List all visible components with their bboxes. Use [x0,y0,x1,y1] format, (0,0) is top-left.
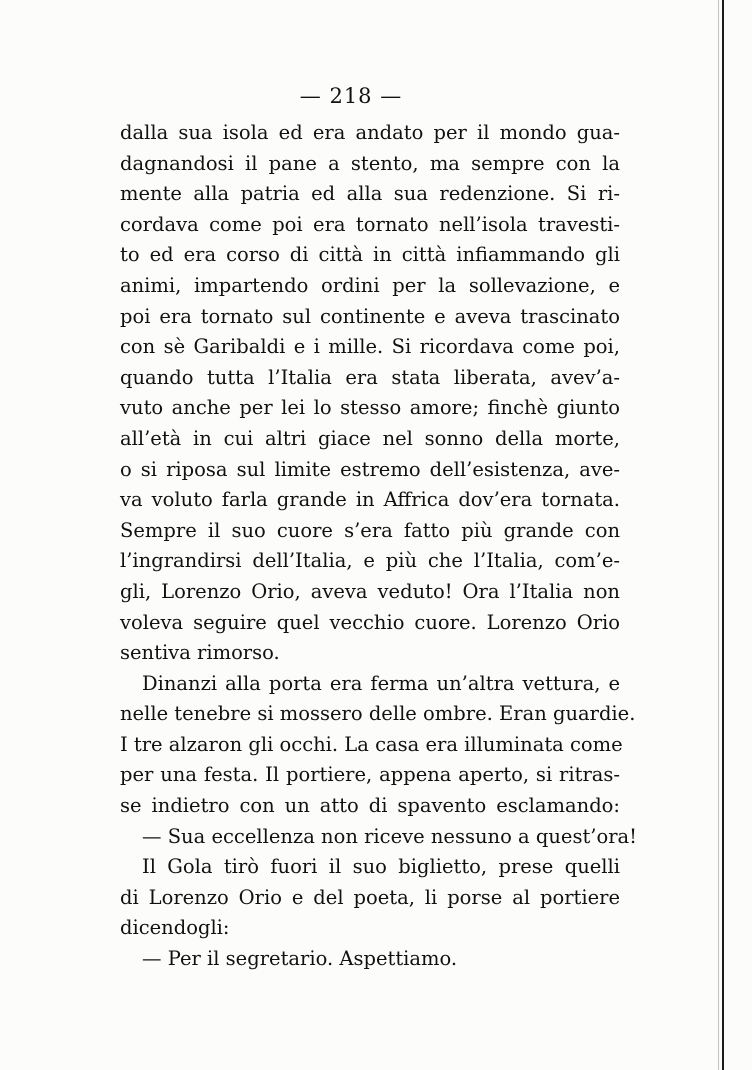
text-line: poi era tornato sul continente e aveva trascinato [120,304,620,328]
text-line: con sè Garibaldi e i mille. Si ricordava come poi, [120,335,620,359]
text-line: l’ingrandirsi dell’Italia, e più che l’Italia, com’e- [120,549,620,573]
text-line: — Per il segretario. Aspettiamo. [142,947,458,971]
text-line: Il Gola tirò fuori il suo biglietto, prese quelli [142,855,620,879]
text-line: va voluto farla grande in Affrica dov’era tornata. [120,488,620,512]
text-line: sentiva rimorso. [120,641,280,665]
body-text [120,118,638,975]
page-edge-shadow [718,0,719,1070]
text-line: vuto anche per lei lo stesso amore; finchè giunto [120,396,620,420]
text-line: Sempre il suo cuore s’era fatto più grande con [120,518,620,542]
text-line: I tre alzaron gli occhi. La casa era illuminata come [120,732,623,756]
page-edge-line [722,0,724,1070]
text-line: o si riposa sul limite estremo dell’esistenza, ave- [120,457,620,481]
text-line: di Lorenzo Orio e del poeta, li porse al portiere [120,885,620,909]
text-line: dicendogli: [120,916,230,940]
text-line: se indietro con un atto di spavento esclamando: [120,794,620,818]
text-line: per una festa. Il portiere, appena aperto, si ritras- [120,763,620,787]
text-line: dagnandosi il pane a stento, ma sempre con la [120,151,620,175]
text-line: quando tutta l’Italia era stata liberata, avev’a- [120,365,620,389]
text-line: cordava come poi era tornato nell’isola travesti- [120,212,620,236]
text-line: voleva seguire quel vecchio cuore. Lorenzo Orio [120,610,620,634]
text-line: all’età in cui altri giace nel sonno della morte, [120,426,620,450]
text-line: gli, Lorenzo Orio, aveva veduto! Ora l’Italia non [120,579,620,603]
text-line: to ed era corso di città in città infiammando gli [120,243,620,267]
page-number: — 218 — [299,84,403,108]
text-line: nelle tenebre si mossero delle ombre. Eran guardie. [120,702,636,726]
text-line: mente alla patria ed alla sua redenzione. Si ri- [120,182,620,206]
text-line: dalla sua isola ed era andato per il mondo gua- [120,121,620,144]
text-line: animi, impartendo ordini per la sollevazione, e [120,273,620,297]
text-line: Dinanzi alla porta era ferma un’altra vettura, e [142,671,620,695]
text-line: — Sua eccellenza non riceve nessuno a quest’ora! [142,824,638,848]
